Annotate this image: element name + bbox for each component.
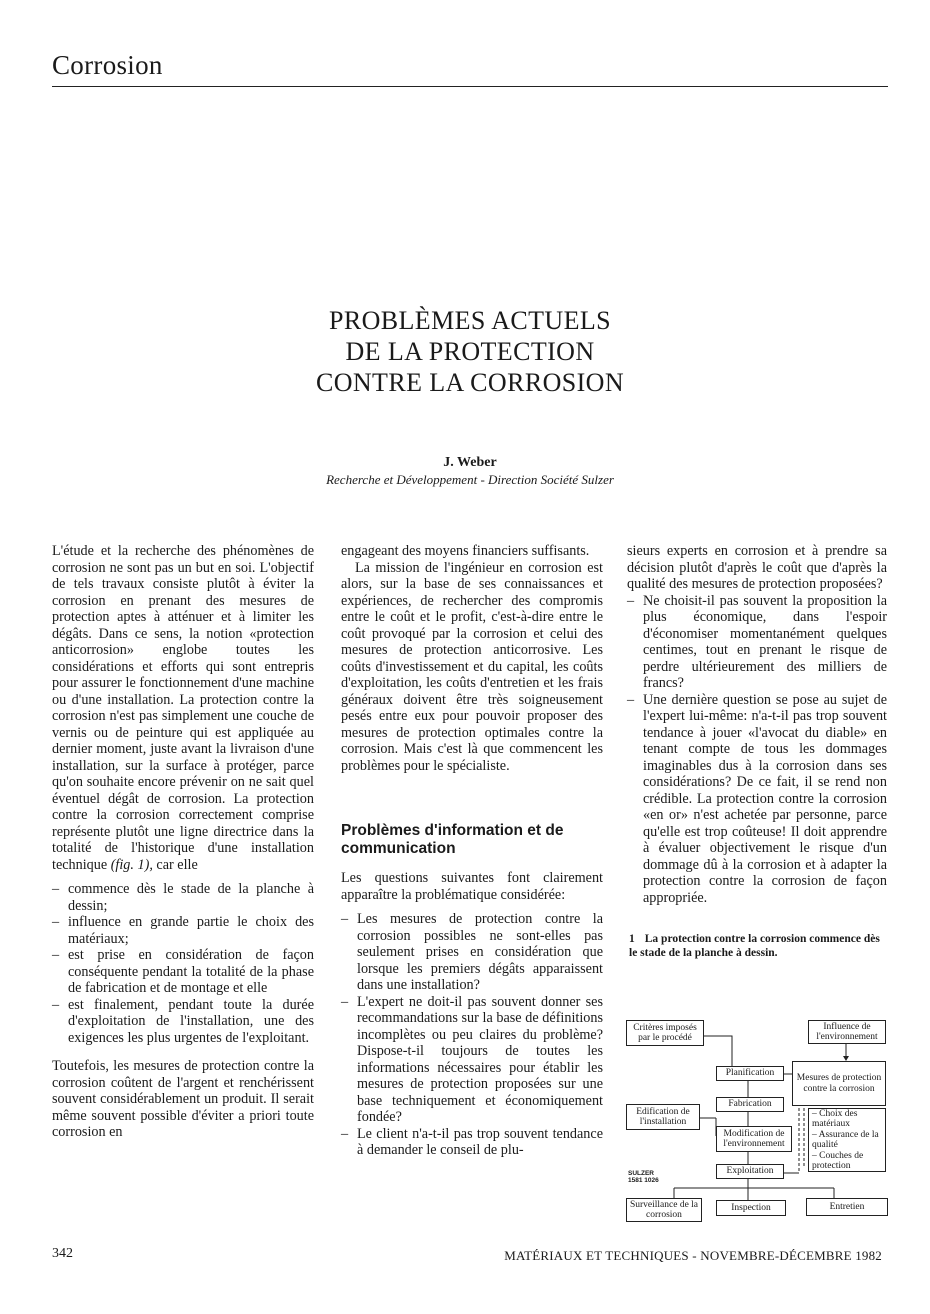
list-item: – influence en grande partie le choix des matériaux; [52,914,314,947]
figure-number: 1 [629,933,635,945]
figure-reference: (fig. 1), [110,856,153,873]
box-modification: Modification de l'environnement [716,1126,792,1152]
choix-item: – Couches de protection [812,1150,864,1171]
paragraph: Toutefois, les mesures de protection contre la corrosion coûtent de l'argent et renchérissent souvent considérablement un produit. Il serait même souvent possible d'éviter a priori toute corrosion en [52,1058,314,1140]
list-item: – est finalement, pendant toute la durée d'exploitation de l'installation, une des exigences les plus urgentes de l'exploitant. [52,997,314,1047]
running-header: Corrosion [52,50,163,80]
paragraph: Les questions suivantes font clairement apparaître la problématique considérée: [341,870,603,903]
bullet-list [627,593,887,907]
list-item: – Les mesures de protection contre la corrosion possibles ne sont-elles pas seulement prises en considération que lorsque les premiers dégâts apparaissent dans une installation? [341,911,603,994]
box-fabrication: Fabrication [716,1097,784,1112]
journal-footer: MATÉRIAUX ET TECHNIQUES - NOVEMBRE-DÉCEMBRE 1982 [504,1248,882,1263]
page-number: 342 [52,1246,73,1261]
title-line-2: DE LA PROTECTION [345,337,595,366]
list-item: – commence dès le stade de la planche à dessin; [52,881,314,914]
column-2 [341,543,603,1159]
figure-caption-text: La protection contre la corrosion commence dès le stade de la planche à dessin. [629,933,880,959]
box-influence: Influence de l'environnement [808,1020,886,1044]
paragraph: La mission de l'ingénieur en corrosion est alors, sur la base de ses connaissances et expériences, de rechercher des compromis entre le coût et le profit, c'est-à-dire entre le coût provoqué par la corrosion et celui des mesures de protection anticorrosive. Les coûts d'investissement et du capital, les coûts d'exploitation, les coûts d'entretien et les frais généraux doivent être très soigneusement pesés entre eux pour pouvoir proposer des mesures de protection optimales contre la corrosion. Mais c'est là que commencent les problèmes pour le spécialiste. [341,559,603,774]
title-line-1: PROBLÈMES ACTUELS [328,306,611,335]
column-1 [52,543,314,1141]
list-item: – est prise en considération de façon conséquente pendant la totalité de la phase de fabrication et de montage et elle [52,947,314,997]
section-heading: Problèmes d'information et de communication [341,822,564,857]
column-3 [627,543,887,960]
author-affiliation: Recherche et Développement - Direction Société Sulzer [326,472,614,487]
paragraph-text-end: car elle [152,856,198,873]
header-rule [52,86,888,87]
sulzer-logo [628,1170,659,1184]
title-line-3: CONTRE LA CORROSION [315,368,625,397]
paragraph: sieurs experts en corrosion et à prendre sa décision plutôt d'après le coût que d'après la qualité des mesures de protection proposées? [627,543,887,592]
box-inspection: Inspection [716,1200,786,1216]
box-planification: Planification [716,1066,784,1081]
paragraph [52,543,314,873]
figure-caption [627,932,887,960]
box-surveillance: Surveillance de la corrosion [626,1198,702,1222]
box-exploitation: Exploitation [716,1164,784,1179]
logo-line-2: 1581 1026 [628,1177,659,1184]
box-edification: Edification de l'installation [626,1104,700,1130]
paragraph-text: L'étude et la recherche des phénomènes de corrosion ne sont pas un but en soi. L'objectif de tels travaux consiste plutôt à éviter la corrosion en prenant des mesures de protection aptes à atténuer et à limiter les dégâts. Dans ce sens, la notion «protection anticorrosion» englobe toutes les considérations et efforts qui sont entrepris pour assurer le fonctionnement d'une machine ou d'une installation. La protection contre la corrosion n'est pas simplement une couche de vernis ou de peinture qui est appliquée au dernier moment, juste avant la livraison d'une installation, sur la surface à protéger, parce qu'on souhaite encore prévenir on ne sait quel éventuel dégât de corrosion. La protection contre la corrosion correctement comprise représente plutôt une ligne directrice dans la totalité de l'historique d'une installation technique [52,543,314,873]
box-choix [808,1108,886,1172]
list-item: – L'expert ne doit-il pas souvent donner ses recommandations sur la base de définitions incomplètes ou peu claires du problème? Dispose-t-il toujours de toutes les informations nécessaires pour établir les mesures de protection proposées sur une base techniquement et économiquement fondée? [341,994,603,1126]
list-item: – Le client n'a-t-il pas trop souvent tendance à demander le conseil de plu- [341,1126,603,1159]
bullet-list [341,911,603,1159]
box-criteres: Critères imposés par le procédé [626,1020,704,1046]
list-item: – Une dernière question se pose au sujet de l'expert lui-même: n'a-t-il pas trop souvent tendance à jouer «l'avocat du diable» en tenant compte de tous les dommages imaginables dus à la corrosion dans ses considérations? De ce fait, il se rend non crédible. La protection contre la corrosion «en or» n'est achetée par personne, parce qu'elle est trop coûteuse! Il doit apprendre à évaluer objectivement le risque d'un dommage dû à la corrosion et à adapter la protection contre la corrosion de façon appropriée. [627,692,887,907]
article-title [250,305,690,398]
logo-line-1: SULZER [628,1170,654,1177]
figure-1-diagram [624,1018,892,1224]
bullet-list [52,881,314,1046]
paragraph: engageant des moyens financiers suffisants. [341,543,590,559]
box-entretien: Entretien [806,1198,888,1216]
box-mesures: Mesures de protection contre la corrosion [792,1061,886,1106]
choix-item: – Choix des matériaux [812,1108,858,1129]
choix-item: – Assurance de la qualité [812,1129,879,1150]
list-item: – Ne choisit-il pas souvent la proposition la plus économique, dans l'espoir d'économiser momentanément quelques centimes, tout en prenant le risque de perdre ultérieurement des milliers de francs? [627,593,887,692]
author-name: J. Weber [443,455,497,470]
